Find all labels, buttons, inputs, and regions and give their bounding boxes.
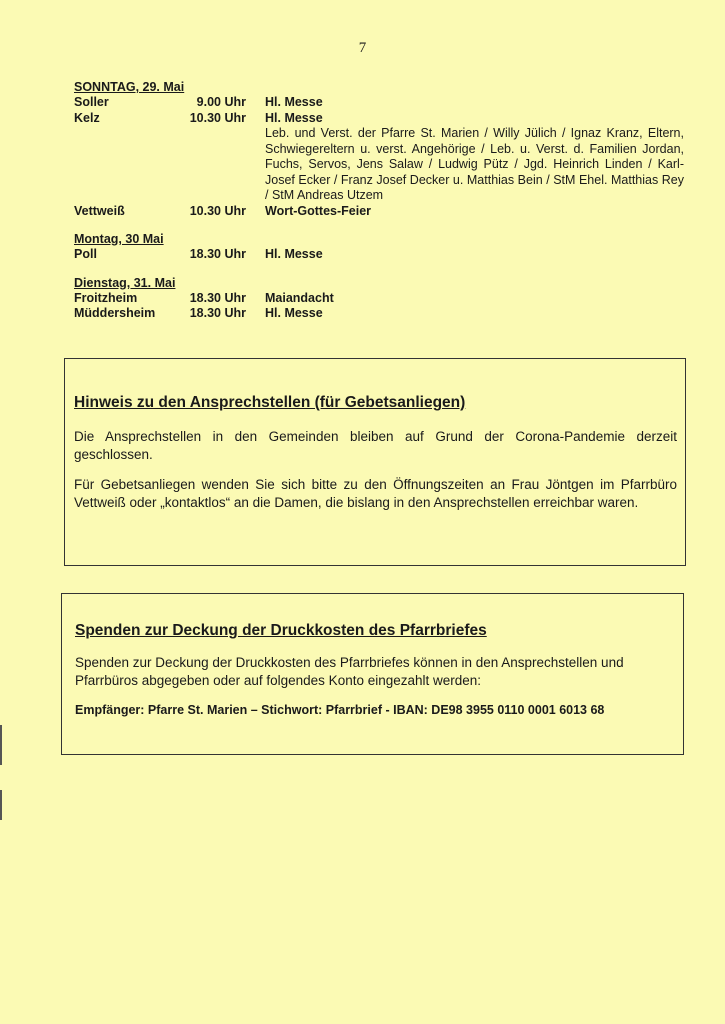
notice-heading: Spenden zur Deckung der Druckkosten des Pfarrbriefes [75,622,487,639]
service-time: 18.30 Uhr [189,306,246,320]
service-event [265,95,684,111]
service-event [265,204,684,220]
place-name: Poll [74,247,97,261]
place-name: Müddersheim [74,306,156,320]
service-title: Hl. Messe [265,110,323,125]
service-time: 18.30 Uhr [189,247,246,261]
service-event [265,306,684,322]
day-sunday [74,80,684,219]
page-number: 7 [358,40,367,56]
service-title: Hl. Messe [265,95,323,109]
notice-paragraph: Spenden zur Deckung der Druckkosten des Pfarrbriefes können in den Ansprechstellen und Pfarrbüros abgegeben oder auf folgendes Konto eingezahlt werden: [75,655,624,688]
day-heading: Montag, 30 Mai [74,232,164,246]
bank-details: Empfänger: Pfarre St. Marien – Stichwort: Pfarrbrief - IBAN: DE98 3955 0110 0001 6013 68 [75,703,605,717]
place-name: Froitzheim [74,290,138,305]
day-heading: Dienstag, 31. Mai [74,275,176,290]
contact-points-notice [64,358,686,566]
notice-paragraph: Für Gebetsanliegen wenden Sie sich bitte zu den Öffnungszeiten an Frau Jöntgen im Pfarrbüro Vettweiß oder „kontaktlos“ an die Damen, die bislang in den Ansprechstellen erreichbar waren. [74,477,677,510]
day-heading: SONNTAG, 29. Mai [74,80,185,94]
service-title: Maiandacht [265,290,334,305]
day-tuesday [74,276,684,322]
schedule-row [74,291,684,307]
service-time: 10.30 Uhr [189,110,246,125]
service-time: 18.30 Uhr [189,290,246,305]
schedule-row [74,111,684,204]
scan-edge-mark [0,790,2,820]
notice-paragraph: Die Ansprechstellen in den Gemeinden bleiben auf Grund der Corona-Pandemie derzeit geschlossen. [74,429,677,462]
place-name: Vettweiß [74,203,125,218]
service-event [265,111,684,204]
schedule-row [74,306,684,322]
service-title: Hl. Messe [265,306,323,320]
place-name: Soller [74,95,109,109]
mass-schedule [74,80,684,335]
day-monday [74,232,684,263]
scan-edge-mark [0,725,2,765]
schedule-row [74,204,684,220]
service-event [265,247,684,263]
schedule-row [74,247,684,263]
schedule-row [74,95,684,111]
service-title: Wort-Gottes-Feier [265,203,372,218]
notice-heading: Hinweis zu den Ansprechstellen (für Gebetsanliegen) [74,394,466,411]
service-title: Hl. Messe [265,247,323,261]
service-time: 9.00 Uhr [196,95,246,109]
place-name: Kelz [74,110,100,125]
service-time: 10.30 Uhr [189,203,246,218]
service-event [265,291,684,307]
donations-notice [61,593,684,755]
mass-intentions: Leb. und Verst. der Pfarre St. Marien / Willy Jülich / Ignaz Kranz, Eltern, Schwiegereltern u. verst. Angehörige / Leb. u. Verst. d. Familien Jordan, Fuchs, Servos, Jens Salaw / Ludwig Pütz / Jgd. Heinrich Linden / Karl-Josef Ecker / Franz Josef Decker u. Matthias Bein / StM Ehel. Matthias Rey / StM Andreas Utzem [265,126,684,202]
